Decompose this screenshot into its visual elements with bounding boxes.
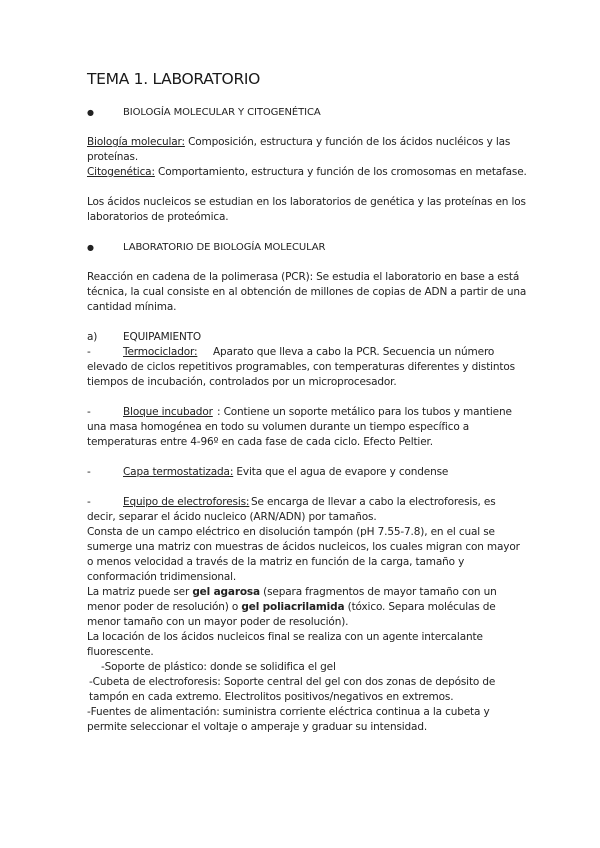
sub-item-fuentes: -Fuentes de alimentación: suministra corriente eléctrica continua a la cubeta y permite seleccionar el voltaje o amperaje y graduar su intensidad. [87,706,490,733]
bullet-icon: ● [87,243,94,252]
electro-paragraph-1: Consta de un campo eléctrico en disolución tampón (pH 7.55-7.8), en el cual se sumerge una matriz con muestras de ácidos nucleicos, los cuales migran con mayor o menos velocidad a través de la matriz en función de la carga, tamaño y conformación tridimensional. [87,526,520,583]
electro-p2-c: (separa fragmentos de mayor tamaño con un menor poder de resolución) o [87,586,497,613]
electro-p2-a: La matriz puede ser [87,586,193,598]
electro-paragraph-3: La locación de los ácidos nucleicos final se realiza con un agente intercalante fluorescente. [87,631,483,658]
section-heading-laboratorio [87,240,527,255]
list-marker: a) [87,331,98,343]
page-content [87,70,527,735]
intro-paragraph: Los ácidos nucleicos se estudian en los laboratorios de genética y las proteínas en los laboratorios de proteómica. [87,196,526,223]
term-termociclador: Termociclador: [123,346,198,358]
definition-biologia-text: Composición, estructura y función de los ácidos nucléicos y las proteínas. [87,136,511,163]
term-biologia: Biología molecular: [87,136,185,148]
bullet-icon: ● [87,108,94,117]
document-title: TEMA 1. LABORATORIO [87,70,261,88]
bold-gel-poliacrilamida: gel poliacrilamida [241,601,345,613]
sub-item-soporte: -Soporte de plástico: donde se solidifica el gel [101,661,336,673]
definition-citogenetica [87,165,527,180]
equipment-heading-text: EQUIPAMIENTO [123,331,202,343]
definition-citogenetica-text: Comportamiento, estructura y función de los cromosomas en metafase. [154,166,527,178]
section-heading-text: LABORATORIO DE BIOLOGÍA MOLECULAR [123,242,326,253]
capa-wrap [123,465,448,480]
sub-item-cubeta: -Cubeta de electroforesis: Soporte central del gel con dos zonas de depósito de tampón en cada extremo. Electrolitos positivos/negativos en extremos. [89,676,496,703]
termociclador-term-wrap [123,345,197,360]
dash-marker: - [87,406,91,418]
dash-marker: - [87,346,91,358]
termociclador-text: Aparato que lleva a cabo la PCR. Secuencia un número elevado de ciclos repetitivos programables, con temperaturas diferentes y distintos tiempos de incubación, controlados por un microprocesador. [87,346,515,388]
pcr-paragraph: Reacción en cadena de la polimerasa (PCR): Se estudia el laboratorio en base a está técnica, la cual consiste en al obtención de millones de copias de ADN a partir de una cantidad mínima. [87,271,527,313]
electro-paragraph-2 [87,585,527,630]
definition-biologia [87,135,527,165]
term-citogenetica: Citogenética: [87,166,155,178]
section-heading-biologia [87,105,527,120]
electro-p2-d: (tóxico. Separa moléculas de menor tamaño con un mayor poder de resolución). [87,601,496,628]
section-heading-text: BIOLOGÍA MOLECULAR Y CITOGENÉTICA [123,107,321,118]
bold-gel-agarosa: gel agarosa [192,586,260,598]
list-item-capa [87,465,527,480]
term-bloque: Bloque incubador [123,406,213,418]
equipment-heading [87,330,527,345]
term-electroforesis: Equipo de electroforesis: [123,496,250,508]
bloque-text: : Contiene un soporte metálico para los tubos y mantiene una masa homogénea en todo su volumen durante un tiempo específico a temperaturas entre 4-96º en cada fase de cada ciclo. Efecto Peltier. [87,406,512,448]
dash-marker: - [87,466,91,478]
dash-marker: - [87,496,91,508]
electroforesis-text: Se encarga de llevar a cabo la electroforesis, es decir, separar el ácido nucleico (ARN/ADN) por tamaños. [87,496,496,523]
term-capa: Capa termostatizada: [123,466,234,478]
capa-text: Evita que el agua de evapore y condense [233,466,449,478]
